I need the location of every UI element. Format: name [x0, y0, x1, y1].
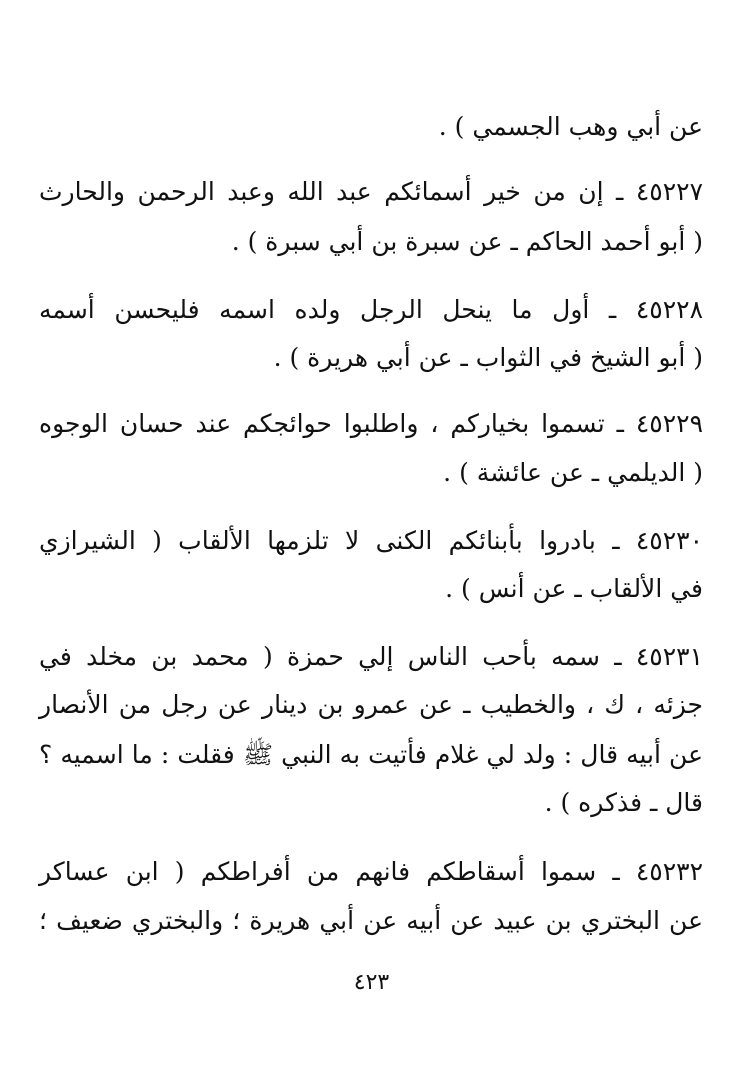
text-line: عن أبي وهب الجسمي ) . [438, 112, 703, 141]
hadith-entry-line: ٤٥٢٣١ ـ سمه بأحب الناس إلي حمزة ( محمد بن مخلد في [39, 642, 703, 671]
text-line: عن البختري بن عبيد عن أبيه عن أبي هريرة ؛ والبختري ضعيف ؛ [39, 906, 703, 935]
source-line: قال ـ فذكره ) . [544, 788, 703, 817]
source-line: ( أبو الشيخ في الثواب ـ عن أبي هريرة ) . [273, 343, 703, 372]
hadith-entry-line: ٤٥٢٢٨ ـ أول ما ينحل الرجل ولده اسمه فليحسن أسمه [39, 295, 703, 324]
hadith-entry-line: ٤٥٢٢٩ ـ تسموا بخياركم ، واطلبوا حوائجكم عند حسان الوجوه [39, 409, 703, 438]
hadith-entry-line: ٤٥٢٣٠ ـ بادروا بأبنائكم الكنى لا تلزمها الألقاب ( الشيرازي [39, 526, 703, 555]
hadith-entry-line: ٤٥٢٣٢ ـ سموا أسقاطكم فانهم من أفراطكم ( ابن عساكر [39, 857, 703, 886]
source-line: ( أبو أحمد الحاكم ـ عن سبرة بن أبي سبرة ) . [231, 227, 703, 256]
source-line: في الألقاب ـ عن أنس ) . [445, 574, 703, 603]
page-number: ٤٢٣ [353, 970, 390, 995]
text-line: جزئه ، ك ، والخطيب ـ عن عمرو بن دينار عن رجل من الأنصار [39, 690, 703, 719]
text-line: عن أبيه قال : ولد لي غلام فأتيت به النبي ﷺ فقلت : ما اسميه ؟ [39, 740, 703, 769]
hadith-entry-line: ٤٥٢٢٧ ـ إن من خير أسمائكم عبد الله وعبد الرحمن والحارث [39, 177, 703, 206]
source-line: ( الديلمي ـ عن عائشة ) . [443, 458, 703, 487]
